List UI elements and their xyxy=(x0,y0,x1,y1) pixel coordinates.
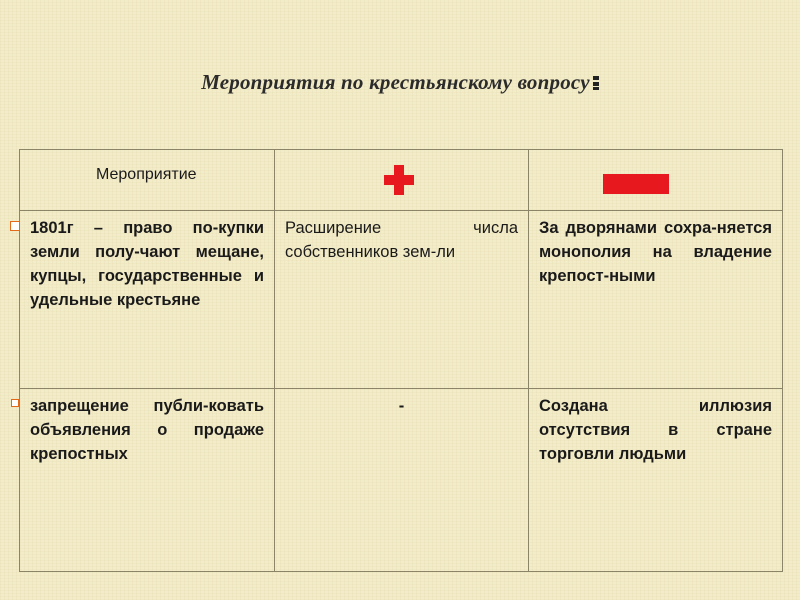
header-plus-cell xyxy=(275,150,529,211)
header-minus-cell xyxy=(529,150,783,211)
header-measure-label: Мероприятие xyxy=(96,166,197,183)
colon-mark xyxy=(593,76,599,90)
page-title-text: Мероприятия по крестьянскому вопросу xyxy=(201,70,590,94)
row2-measure-cell xyxy=(20,389,275,572)
measures-table xyxy=(19,149,783,572)
row2-measure: запрещение публи-ковать объявления о продаже крепостных xyxy=(30,397,264,463)
table-row xyxy=(20,389,783,572)
row1-plus-cell xyxy=(275,211,529,389)
header-measure-cell xyxy=(20,150,275,211)
row1-measure: 1801г – право по-купки земли полу-чают мещане, купцы, государственные и удельные крестьяне xyxy=(30,219,264,309)
row1-minus: За дворянами сохра-няется монополия на владение крепост-ными xyxy=(539,219,772,285)
row1-measure-cell xyxy=(20,211,275,389)
row2-plus-cell xyxy=(275,389,529,572)
row2-minus: Создана иллюзия отсутствия в стране торговли людьми xyxy=(539,397,772,463)
row2-minus-cell xyxy=(529,389,783,572)
table-row xyxy=(20,211,783,389)
table-header-row xyxy=(20,150,783,211)
row2-plus: - xyxy=(398,397,405,415)
row1-plus: Расширение числа собственников зем-ли xyxy=(285,219,518,261)
page-title xyxy=(0,70,800,95)
minus-icon xyxy=(529,150,782,210)
row1-minus-cell xyxy=(529,211,783,389)
checkbox-bullet-icon xyxy=(11,399,19,407)
plus-icon xyxy=(275,150,528,210)
checkbox-bullet-icon xyxy=(10,221,20,231)
